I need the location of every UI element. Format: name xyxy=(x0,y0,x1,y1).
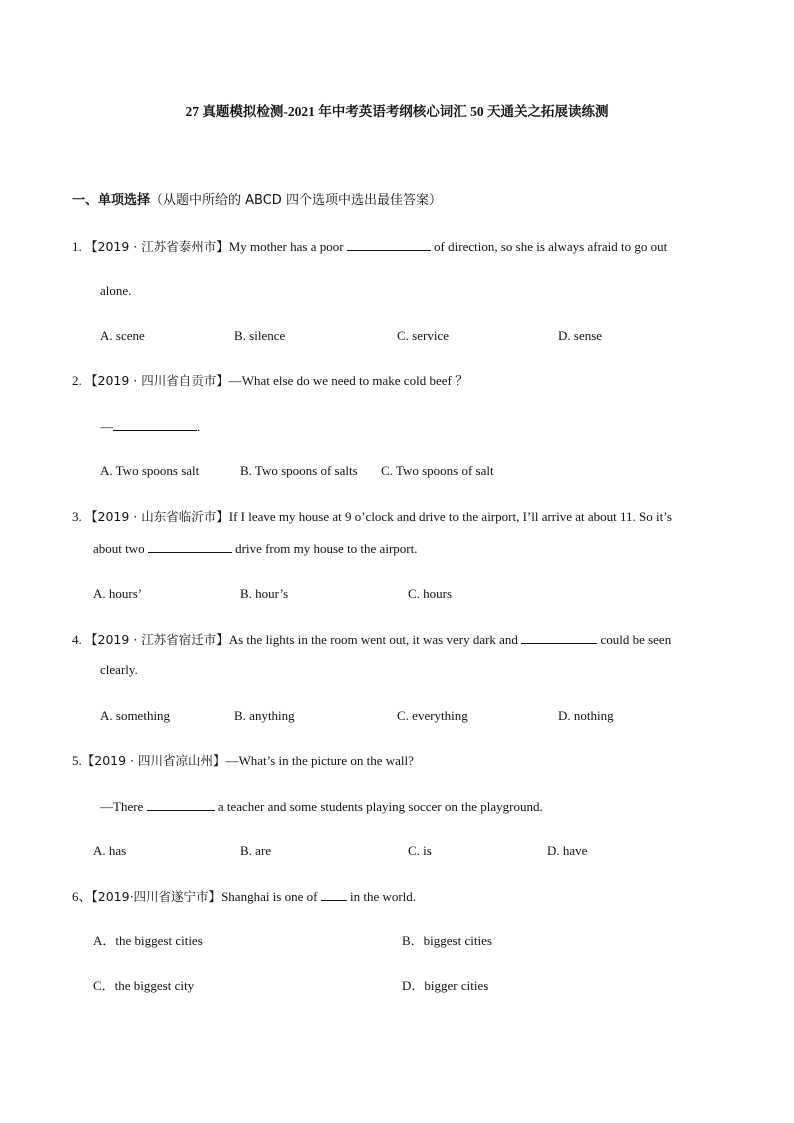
answer-blank[interactable] xyxy=(321,887,347,901)
question-stem: a teacher and some students playing soccer on the playground. xyxy=(217,799,543,814)
answer-blank[interactable] xyxy=(113,417,197,431)
option-b[interactable]: B．biggest cities xyxy=(402,933,492,948)
question-stem: clearly. xyxy=(100,662,138,677)
option-a[interactable]: A. scene xyxy=(100,328,145,343)
option-c[interactable]: C. everything xyxy=(397,708,468,723)
question-stem: —What’s in the picture on the wall? xyxy=(225,753,414,768)
question-number: 4. xyxy=(72,632,82,647)
page-title: 27 真题模拟检测-2021 年中考英语考纲核心词汇 50 天通关之拓展读练测 xyxy=(185,104,609,119)
question-number: 3. xyxy=(72,509,82,524)
question-stem: As the lights in the room went out, it was very dark and xyxy=(228,632,518,647)
question-number: 1. xyxy=(72,239,82,254)
question-mark: ？ xyxy=(455,373,469,388)
question-number: 2. xyxy=(72,373,82,388)
question-stem: If I leave my house at 9 o’clock and drive to the airport, I’ll arrive at about 11. So it’s xyxy=(228,509,672,524)
question-stem: in the world. xyxy=(349,889,417,904)
question-stem: drive from my house to the airport. xyxy=(235,541,418,556)
answer-blank[interactable] xyxy=(521,630,597,644)
section-instruction: （从题中所给的 ABCD 四个选项中选出最佳答案） xyxy=(150,193,442,208)
question-stem: about two xyxy=(93,541,145,556)
option-c[interactable]: C. hours xyxy=(408,586,453,601)
question-number: 5. xyxy=(72,753,82,768)
option-a[interactable]: A．the biggest cities xyxy=(93,933,203,948)
section-title: 一、单项选择 xyxy=(72,193,151,208)
question-number: 6、 xyxy=(72,889,92,904)
question-source: 【2019 · 江苏省泰州市】 xyxy=(85,239,229,254)
question-stem: My mother has a poor xyxy=(228,239,344,254)
question-5-line-2 xyxy=(100,797,543,816)
question-source: 【2019 · 四川省自贡市】 xyxy=(85,373,229,388)
period: . xyxy=(197,419,201,434)
option-a[interactable]: A. something xyxy=(100,708,171,723)
option-d[interactable]: D. have xyxy=(547,843,588,858)
question-source: 【2019·四川省遂宁市】 xyxy=(91,889,222,904)
section-heading xyxy=(72,192,442,210)
question-6-line-1 xyxy=(72,887,416,906)
option-c[interactable]: C. Two spoons of salt xyxy=(381,463,494,478)
question-source: 【2019 · 山东省临沂市】 xyxy=(85,509,229,524)
question-3-line-2 xyxy=(93,539,417,558)
question-3-line-1 xyxy=(72,508,672,526)
question-stem: Shanghai is one of xyxy=(221,889,318,904)
question-source: 【2019 · 江苏省宿迁市】 xyxy=(85,632,229,647)
option-a[interactable]: A. Two spoons salt xyxy=(100,463,200,478)
option-b[interactable]: B. are xyxy=(240,843,272,858)
option-c[interactable]: C．the biggest city xyxy=(93,978,195,993)
answer-blank[interactable] xyxy=(347,237,431,251)
option-b[interactable]: B. anything xyxy=(234,708,295,723)
option-b[interactable]: B. Two spoons of salts xyxy=(240,463,358,478)
question-source: 【2019 · 四川省凉山州】 xyxy=(81,753,226,768)
answer-blank[interactable] xyxy=(148,539,232,553)
option-d[interactable]: D. sense xyxy=(558,328,603,343)
option-a[interactable]: A. hours’ xyxy=(93,586,143,601)
question-1-line-1 xyxy=(72,237,667,256)
option-c[interactable]: C. is xyxy=(408,843,432,858)
dash: — xyxy=(100,419,113,434)
option-d[interactable]: D. nothing xyxy=(558,708,614,723)
option-d[interactable]: D．bigger cities xyxy=(402,978,489,993)
question-5-line-1 xyxy=(72,752,414,770)
question-stem: alone. xyxy=(100,283,132,298)
option-b[interactable]: B. silence xyxy=(234,328,286,343)
option-c[interactable]: C. service xyxy=(397,328,449,343)
question-2-line-1 xyxy=(72,372,468,390)
question-2-answer-line xyxy=(100,417,200,436)
question-stem: —There xyxy=(100,799,144,814)
question-4-line-1 xyxy=(72,630,671,649)
question-stem: —What else do we need to make cold beef xyxy=(228,373,452,388)
option-a[interactable]: A. has xyxy=(93,843,127,858)
option-b[interactable]: B. hour’s xyxy=(240,586,289,601)
question-stem: could be seen xyxy=(600,632,672,647)
answer-blank[interactable] xyxy=(147,797,215,811)
question-stem: of direction, so she is always afraid to go out xyxy=(434,239,668,254)
